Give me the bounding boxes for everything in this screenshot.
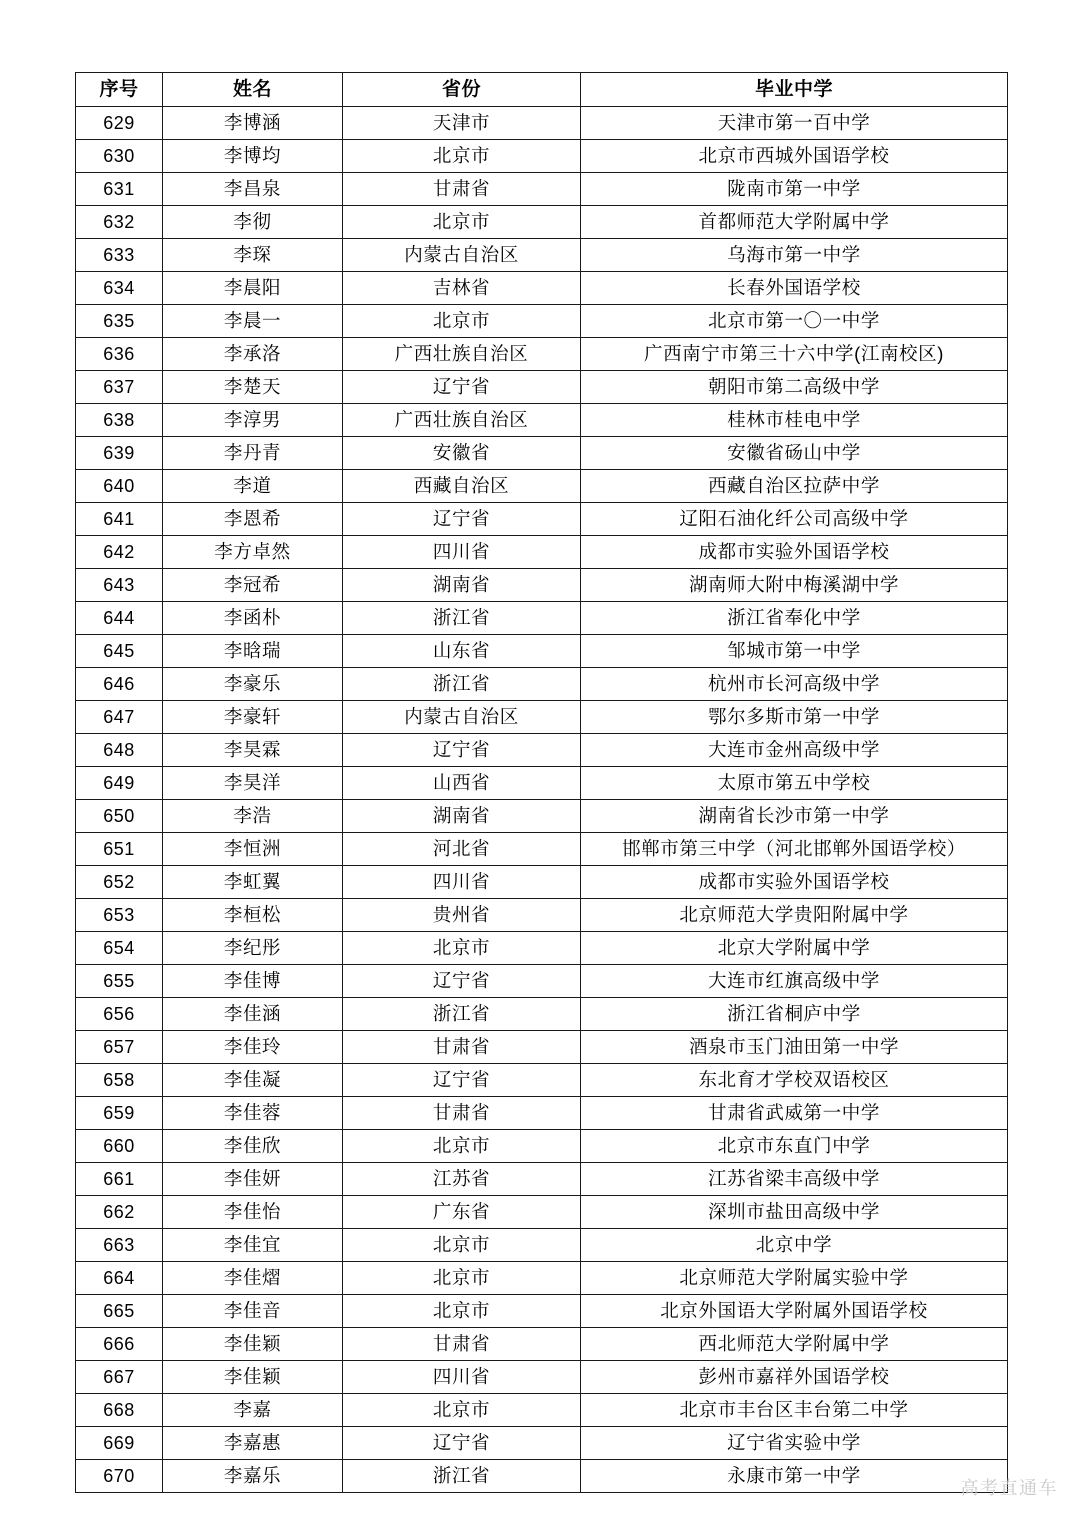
cell-school: 首都师范大学附属中学: [581, 206, 1008, 239]
column-header-index: 序号: [76, 73, 163, 107]
table-row: [76, 1328, 1008, 1361]
cell-province: 北京市: [343, 1229, 581, 1262]
cell-name: 李博涵: [163, 107, 343, 140]
cell-school: 杭州市长河高级中学: [581, 668, 1008, 701]
cell-school: 酒泉市玉门油田第一中学: [581, 1031, 1008, 1064]
cell-province: 内蒙古自治区: [343, 701, 581, 734]
cell-index: 665: [76, 1295, 163, 1328]
cell-index: 641: [76, 503, 163, 536]
cell-school: 浙江省奉化中学: [581, 602, 1008, 635]
cell-index: 645: [76, 635, 163, 668]
cell-school: 湖南省长沙市第一中学: [581, 800, 1008, 833]
cell-index: 633: [76, 239, 163, 272]
cell-province: 江苏省: [343, 1163, 581, 1196]
cell-school: 彭州市嘉祥外国语学校: [581, 1361, 1008, 1394]
table-row: [76, 1163, 1008, 1196]
table-row: [76, 833, 1008, 866]
table-row: [76, 1229, 1008, 1262]
cell-province: 浙江省: [343, 998, 581, 1031]
cell-name: 李琛: [163, 239, 343, 272]
cell-name: 李虹翼: [163, 866, 343, 899]
cell-index: 635: [76, 305, 163, 338]
table-row: [76, 734, 1008, 767]
cell-province: 辽宁省: [343, 1427, 581, 1460]
cell-province: 安徽省: [343, 437, 581, 470]
cell-province: 北京市: [343, 1394, 581, 1427]
cell-school: 永康市第一中学: [581, 1460, 1008, 1493]
cell-index: 652: [76, 866, 163, 899]
cell-index: 656: [76, 998, 163, 1031]
table-row: [76, 107, 1008, 140]
cell-school: 大连市金州高级中学: [581, 734, 1008, 767]
cell-name: 李承洛: [163, 338, 343, 371]
cell-province: 北京市: [343, 206, 581, 239]
cell-province: 辽宁省: [343, 1064, 581, 1097]
cell-index: 659: [76, 1097, 163, 1130]
table-row: [76, 1361, 1008, 1394]
cell-index: 631: [76, 173, 163, 206]
cell-school: 朝阳市第二高级中学: [581, 371, 1008, 404]
cell-index: 648: [76, 734, 163, 767]
cell-province: 浙江省: [343, 1460, 581, 1493]
cell-province: 四川省: [343, 536, 581, 569]
cell-name: 李晨阳: [163, 272, 343, 305]
cell-name: 李昌泉: [163, 173, 343, 206]
cell-school: 北京中学: [581, 1229, 1008, 1262]
cell-province: 北京市: [343, 1130, 581, 1163]
cell-school: 东北育才学校双语校区: [581, 1064, 1008, 1097]
cell-province: 湖南省: [343, 800, 581, 833]
table-header: [76, 73, 1008, 107]
cell-index: 630: [76, 140, 163, 173]
cell-school: 桂林市桂电中学: [581, 404, 1008, 437]
cell-school: 北京师范大学贵阳附属中学: [581, 899, 1008, 932]
cell-index: 664: [76, 1262, 163, 1295]
cell-index: 636: [76, 338, 163, 371]
cell-school: 鄂尔多斯市第一中学: [581, 701, 1008, 734]
cell-province: 湖南省: [343, 569, 581, 602]
cell-name: 李豪轩: [163, 701, 343, 734]
table-row: [76, 1097, 1008, 1130]
cell-index: 640: [76, 470, 163, 503]
cell-school: 辽宁省实验中学: [581, 1427, 1008, 1460]
cell-name: 李晨一: [163, 305, 343, 338]
cell-school: 深圳市盐田高级中学: [581, 1196, 1008, 1229]
cell-name: 李昊霖: [163, 734, 343, 767]
cell-school: 乌海市第一中学: [581, 239, 1008, 272]
cell-name: 李桓松: [163, 899, 343, 932]
cell-province: 贵州省: [343, 899, 581, 932]
cell-province: 北京市: [343, 932, 581, 965]
cell-name: 李冠希: [163, 569, 343, 602]
cell-index: 651: [76, 833, 163, 866]
cell-school: 天津市第一百中学: [581, 107, 1008, 140]
cell-index: 642: [76, 536, 163, 569]
cell-index: 639: [76, 437, 163, 470]
cell-province: 北京市: [343, 1295, 581, 1328]
table-row: [76, 1031, 1008, 1064]
cell-school: 西北师范大学附属中学: [581, 1328, 1008, 1361]
cell-name: 李豪乐: [163, 668, 343, 701]
table-body: [76, 107, 1008, 1493]
cell-index: 657: [76, 1031, 163, 1064]
cell-province: 内蒙古自治区: [343, 239, 581, 272]
cell-name: 李佳蓉: [163, 1097, 343, 1130]
table-row: [76, 668, 1008, 701]
table-row: [76, 470, 1008, 503]
cell-index: 629: [76, 107, 163, 140]
table-row: [76, 1427, 1008, 1460]
cell-school: 大连市红旗高级中学: [581, 965, 1008, 998]
table-row: [76, 701, 1008, 734]
table-row: [76, 404, 1008, 437]
cell-index: 653: [76, 899, 163, 932]
cell-province: 甘肃省: [343, 1097, 581, 1130]
cell-name: 李佳怡: [163, 1196, 343, 1229]
cell-school: 西藏自治区拉萨中学: [581, 470, 1008, 503]
cell-school: 成都市实验外国语学校: [581, 866, 1008, 899]
cell-province: 山东省: [343, 635, 581, 668]
cell-index: 663: [76, 1229, 163, 1262]
table-row: [76, 305, 1008, 338]
cell-name: 李彻: [163, 206, 343, 239]
cell-index: 632: [76, 206, 163, 239]
table-row: [76, 602, 1008, 635]
table-row: [76, 173, 1008, 206]
cell-name: 李方卓然: [163, 536, 343, 569]
cell-school: 浙江省桐庐中学: [581, 998, 1008, 1031]
cell-name: 李博均: [163, 140, 343, 173]
cell-province: 辽宁省: [343, 734, 581, 767]
table-row: [76, 767, 1008, 800]
cell-name: 李嘉: [163, 1394, 343, 1427]
cell-province: 广西壮族自治区: [343, 338, 581, 371]
cell-name: 李佳凝: [163, 1064, 343, 1097]
cell-name: 李佳欣: [163, 1130, 343, 1163]
cell-name: 李佳宜: [163, 1229, 343, 1262]
table-row: [76, 239, 1008, 272]
cell-school: 北京师范大学附属实验中学: [581, 1262, 1008, 1295]
cell-province: 北京市: [343, 1262, 581, 1295]
cell-name: 李佳涵: [163, 998, 343, 1031]
cell-index: 662: [76, 1196, 163, 1229]
table-row: [76, 338, 1008, 371]
cell-name: 李佳颖: [163, 1328, 343, 1361]
cell-name: 李佳玲: [163, 1031, 343, 1064]
table-row: [76, 371, 1008, 404]
cell-province: 甘肃省: [343, 1328, 581, 1361]
cell-name: 李纪彤: [163, 932, 343, 965]
table-row: [76, 1295, 1008, 1328]
cell-school: 湖南师大附中梅溪湖中学: [581, 569, 1008, 602]
cell-province: 浙江省: [343, 602, 581, 635]
cell-index: 634: [76, 272, 163, 305]
cell-school: 广西南宁市第三十六中学(江南校区): [581, 338, 1008, 371]
cell-school: 安徽省砀山中学: [581, 437, 1008, 470]
cell-province: 四川省: [343, 1361, 581, 1394]
table-row: [76, 932, 1008, 965]
table-row: [76, 1196, 1008, 1229]
cell-school: 北京外国语大学附属外国语学校: [581, 1295, 1008, 1328]
table-row: [76, 998, 1008, 1031]
cell-school: 邹城市第一中学: [581, 635, 1008, 668]
cell-index: 649: [76, 767, 163, 800]
cell-school: 北京市东直门中学: [581, 1130, 1008, 1163]
cell-school: 太原市第五中学校: [581, 767, 1008, 800]
cell-province: 吉林省: [343, 272, 581, 305]
table-header-row: [76, 73, 1008, 107]
table-row: [76, 965, 1008, 998]
cell-index: 661: [76, 1163, 163, 1196]
cell-name: 李函朴: [163, 602, 343, 635]
cell-index: 670: [76, 1460, 163, 1493]
cell-province: 辽宁省: [343, 965, 581, 998]
table-row: [76, 635, 1008, 668]
table-row: [76, 272, 1008, 305]
cell-index: 646: [76, 668, 163, 701]
cell-school: 北京市丰台区丰台第二中学: [581, 1394, 1008, 1427]
roster-table: [75, 72, 1008, 1493]
table-row: [76, 503, 1008, 536]
cell-province: 北京市: [343, 140, 581, 173]
table-row: [76, 1394, 1008, 1427]
table-row: [76, 800, 1008, 833]
column-header-school: 毕业中学: [581, 73, 1008, 107]
cell-school: 江苏省梁丰高级中学: [581, 1163, 1008, 1196]
cell-name: 李昊洋: [163, 767, 343, 800]
cell-name: 李晗瑞: [163, 635, 343, 668]
cell-province: 甘肃省: [343, 1031, 581, 1064]
cell-school: 北京市西城外国语学校: [581, 140, 1008, 173]
cell-school: 甘肃省武威第一中学: [581, 1097, 1008, 1130]
watermark: 高考直通车: [960, 1478, 1058, 1498]
cell-school: 长春外国语学校: [581, 272, 1008, 305]
cell-province: 广东省: [343, 1196, 581, 1229]
column-header-province: 省份: [343, 73, 581, 107]
cell-name: 李佳博: [163, 965, 343, 998]
cell-school: 成都市实验外国语学校: [581, 536, 1008, 569]
cell-index: 668: [76, 1394, 163, 1427]
cell-province: 天津市: [343, 107, 581, 140]
cell-name: 李佳颖: [163, 1361, 343, 1394]
cell-name: 李道: [163, 470, 343, 503]
cell-province: 甘肃省: [343, 173, 581, 206]
table-row: [76, 569, 1008, 602]
cell-name: 李淳男: [163, 404, 343, 437]
cell-province: 山西省: [343, 767, 581, 800]
cell-index: 666: [76, 1328, 163, 1361]
cell-index: 655: [76, 965, 163, 998]
cell-name: 李恒洲: [163, 833, 343, 866]
table-row: [76, 1064, 1008, 1097]
cell-name: 李佳音: [163, 1295, 343, 1328]
cell-province: 河北省: [343, 833, 581, 866]
cell-school: 北京市第一〇一中学: [581, 305, 1008, 338]
cell-index: 654: [76, 932, 163, 965]
table-row: [76, 140, 1008, 173]
cell-school: 陇南市第一中学: [581, 173, 1008, 206]
table-row: [76, 1460, 1008, 1493]
cell-name: 李浩: [163, 800, 343, 833]
table-row: [76, 536, 1008, 569]
table-row: [76, 866, 1008, 899]
cell-index: 637: [76, 371, 163, 404]
cell-province: 辽宁省: [343, 371, 581, 404]
cell-index: 638: [76, 404, 163, 437]
cell-index: 647: [76, 701, 163, 734]
table-row: [76, 1130, 1008, 1163]
cell-name: 李佳妍: [163, 1163, 343, 1196]
table-row: [76, 437, 1008, 470]
table-row: [76, 899, 1008, 932]
cell-province: 四川省: [343, 866, 581, 899]
table-row: [76, 206, 1008, 239]
cell-index: 643: [76, 569, 163, 602]
cell-school: 邯郸市第三中学（河北邯郸外国语学校）: [581, 833, 1008, 866]
cell-province: 西藏自治区: [343, 470, 581, 503]
column-header-name: 姓名: [163, 73, 343, 107]
cell-name: 李嘉惠: [163, 1427, 343, 1460]
cell-name: 李丹青: [163, 437, 343, 470]
cell-index: 644: [76, 602, 163, 635]
cell-province: 北京市: [343, 305, 581, 338]
cell-index: 650: [76, 800, 163, 833]
cell-name: 李楚天: [163, 371, 343, 404]
cell-name: 李佳熠: [163, 1262, 343, 1295]
cell-index: 658: [76, 1064, 163, 1097]
table-row: [76, 1262, 1008, 1295]
cell-school: 辽阳石油化纤公司高级中学: [581, 503, 1008, 536]
cell-province: 广西壮族自治区: [343, 404, 581, 437]
cell-province: 浙江省: [343, 668, 581, 701]
cell-name: 李恩希: [163, 503, 343, 536]
cell-school: 北京大学附属中学: [581, 932, 1008, 965]
cell-index: 660: [76, 1130, 163, 1163]
cell-name: 李嘉乐: [163, 1460, 343, 1493]
cell-province: 辽宁省: [343, 503, 581, 536]
cell-index: 669: [76, 1427, 163, 1460]
cell-index: 667: [76, 1361, 163, 1394]
